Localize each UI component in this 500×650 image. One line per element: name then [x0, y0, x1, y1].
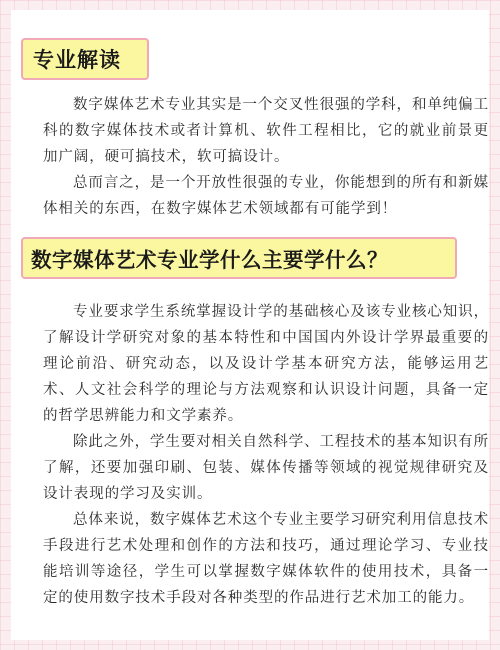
paragraph-summary: 总而言之，是一个开放性很强的专业，你能想到的所有和新媒体相关的东西，在数字媒体艺术领域都有可能学到！	[43, 175, 489, 217]
paragraph-requirements: 专业要求学生系统掌握设计学的基础核心及该专业核心知识，了解设计学研究对象的基本特性和中国国内外设计学界最重要的理论前沿、研究动态，以及设计学基本研究方法，能够运用艺术、人文社会科学的理论与方法观察和认识设计问题，具备一定的哲学思辨能力和文学素养。	[43, 304, 489, 424]
section-heading-what-to-study: 数字媒体艺术专业学什么主要学什么？	[21, 237, 457, 279]
paragraph-additional-knowledge: 除此之外，学生要对相关自然科学、工程技术的基本知识有所了解，还要加强印刷、包装、媒体传播等领域的视觉规律研究及设计表现的学习及实训。	[43, 434, 489, 502]
section-heading-major-interpretation: 专业解读	[21, 38, 149, 80]
article-card	[11, 10, 489, 640]
paragraph-major-overview: 数字媒体艺术专业其实是一个交叉性很强的学科，和单纯偏工科的数字媒体技术或者计算机、软件工程相比，它的就业前景更加广阔，硬可搞技术，软可搞设计。	[43, 97, 489, 165]
paragraph-overall-summary: 总体来说，数字媒体艺术这个专业主要学习研究利用信息技术手段进行艺术处理和创作的方法和技巧，通过理论学习、专业技能培训等途径，学生可以掌握数字媒体软件的使用技术，具备一定的使用数字技术手段对各种类型的作品进行艺术加工的能力。	[43, 512, 489, 606]
